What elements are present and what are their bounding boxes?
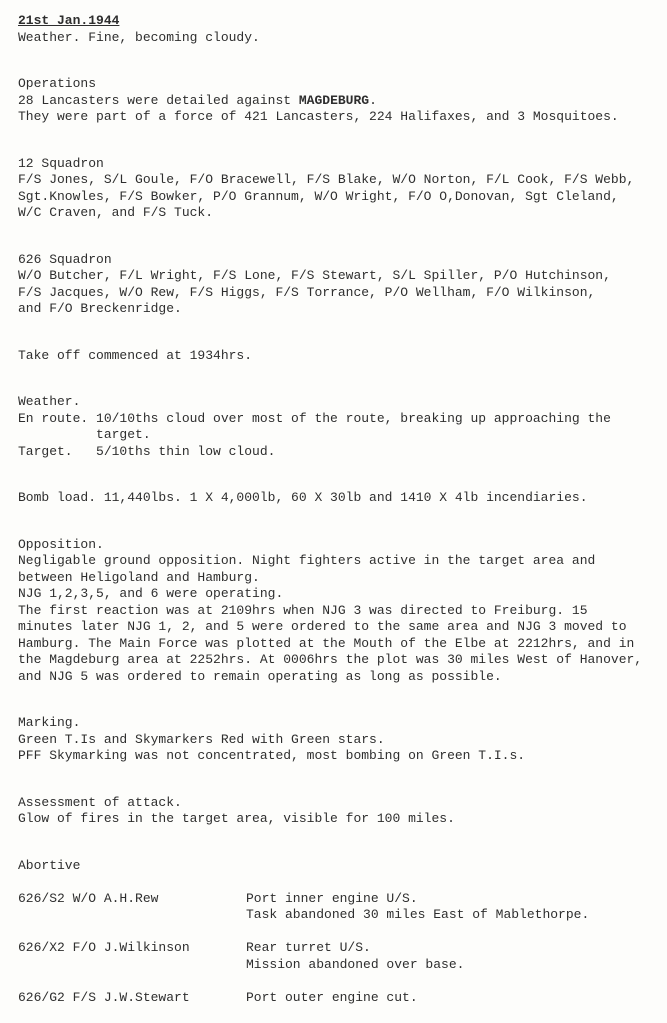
abortive-reasons	[246, 940, 661, 973]
assessment-line: Glow of fires in the target area, visible for 100 miles.	[18, 811, 455, 826]
marking-line: Green T.Is and Skymarkers Red with Green stars.	[18, 731, 385, 747]
assessment-section	[18, 795, 661, 828]
date-heading: 21st Jan.1944	[18, 13, 120, 28]
squadron-626-crew-line: F/S Jacques, W/O Rew, F/S Higgs, F/S Torrance, P/O Wellham, F/O Wilkinson,	[18, 284, 596, 300]
marking-title: Marking.	[18, 715, 81, 730]
operations-detail-suffix: .	[369, 92, 377, 108]
operations-title: Operations	[18, 76, 97, 91]
operations-target: MAGDEBURG	[298, 92, 370, 108]
squadron-12-section	[18, 156, 661, 222]
operations-force-line: They were part of a force of 421 Lancasters, 224 Halifaxes, and 3 Mosquitoes.	[18, 109, 619, 124]
abortive-reason-line: Rear turret U/S.	[246, 940, 371, 955]
squadron-12-title: 12 Squadron	[18, 155, 104, 171]
abortive-reason-line: Mission abandoned over base.	[246, 956, 465, 972]
abortive-reason-line: Port outer engine cut.	[246, 989, 418, 1005]
opposition-line: Hamburg. The Main Force was plotted at the Mouth of the Elbe at 2212hrs, and in	[18, 635, 635, 651]
abortive-entry	[18, 990, 661, 1007]
bomb-load-line: Bomb load. 11,440lbs. 1 X 4,000lb, 60 X 30lb and 1410 X 4lb incendiaries.	[18, 490, 588, 505]
opposition-line: The first reaction was at 2109hrs when NJG 3 was directed to Freiburg. 15	[18, 602, 588, 618]
opposition-line: minutes later NJG 1, 2, and 5 were ordered to the same area and NJG 3 moved to	[18, 619, 627, 634]
abortive-entry	[18, 891, 661, 924]
header-section	[18, 13, 661, 46]
opposition-line: and NJG 5 was ordered to remain operating as long as possible.	[18, 668, 502, 684]
weather-detail-line: Target. 5/10ths thin low cloud.	[18, 443, 276, 459]
abortive-reason-line: Task abandoned 30 miles East of Mablethorpe.	[246, 907, 590, 922]
marking-line: PFF Skymarking was not concentrated, most bombing on Green T.I.s.	[18, 748, 526, 763]
abortive-aircraft: 626/G2 F/S J.W.Stewart	[18, 989, 190, 1005]
opposition-line: between Heligoland and Hamburg.	[18, 569, 260, 585]
squadron-12-crew-line: Sgt.Knowles, F/S Bowker, P/O Grannum, W/O Wright, F/O O,Donovan, Sgt Cleland,	[18, 188, 619, 204]
abortive-title: Abortive	[18, 857, 81, 873]
opposition-line: NJG 1,2,3,5, and 6 were operating.	[18, 586, 284, 601]
takeoff-section	[18, 348, 661, 365]
squadron-626-section	[18, 252, 661, 318]
operations-detail-prefix: 28 Lancasters were detailed against	[18, 92, 299, 108]
squadron-626-crew-line: W/O Butcher, F/L Wright, F/S Lone, F/S Stewart, S/L Spiller, P/O Hutchinson,	[18, 268, 611, 283]
weather-summary-line: Weather. Fine, becoming cloudy.	[18, 29, 260, 45]
takeoff-line: Take off commenced at 1934hrs.	[18, 347, 253, 363]
weather-detail-line: target.	[18, 427, 151, 442]
marking-section	[18, 715, 661, 765]
abortive-reasons	[246, 990, 661, 1007]
bomb-load-section	[18, 490, 661, 507]
opposition-section	[18, 537, 661, 686]
opposition-line: Negligable ground opposition. Night fighters active in the target area and	[18, 553, 596, 568]
squadron-626-title: 626 Squadron	[18, 251, 112, 267]
opposition-title: Opposition.	[18, 536, 104, 552]
weather-detail-line: En route. 10/10ths cloud over most of the route, breaking up approaching the	[18, 410, 611, 426]
operations-section	[18, 76, 661, 126]
squadron-12-crew-line: F/S Jones, S/L Goule, F/O Bracewell, F/S Blake, W/O Norton, F/L Cook, F/S Webb,	[18, 172, 635, 187]
abortive-reason-line: Port inner engine U/S.	[246, 890, 418, 906]
operations-detail-line	[18, 93, 661, 110]
opposition-line: the Magdeburg area at 2252hrs. At 0006hrs the plot was 30 miles West of Hanover,	[18, 652, 643, 667]
weather-detail-title: Weather.	[18, 394, 81, 409]
abortive-aircraft: 626/S2 W/O A.H.Rew	[18, 890, 159, 906]
abortive-reasons	[246, 891, 661, 924]
abortive-aircraft: 626/X2 F/O J.Wilkinson	[18, 940, 190, 955]
squadron-12-crew-line: W/C Craven, and F/S Tuck.	[18, 205, 214, 220]
abortive-section	[18, 858, 661, 1007]
weather-detail-section	[18, 394, 661, 460]
squadron-626-crew-line: and F/O Breckenridge.	[18, 301, 182, 316]
abortive-entry	[18, 940, 661, 973]
assessment-title: Assessment of attack.	[18, 794, 182, 810]
